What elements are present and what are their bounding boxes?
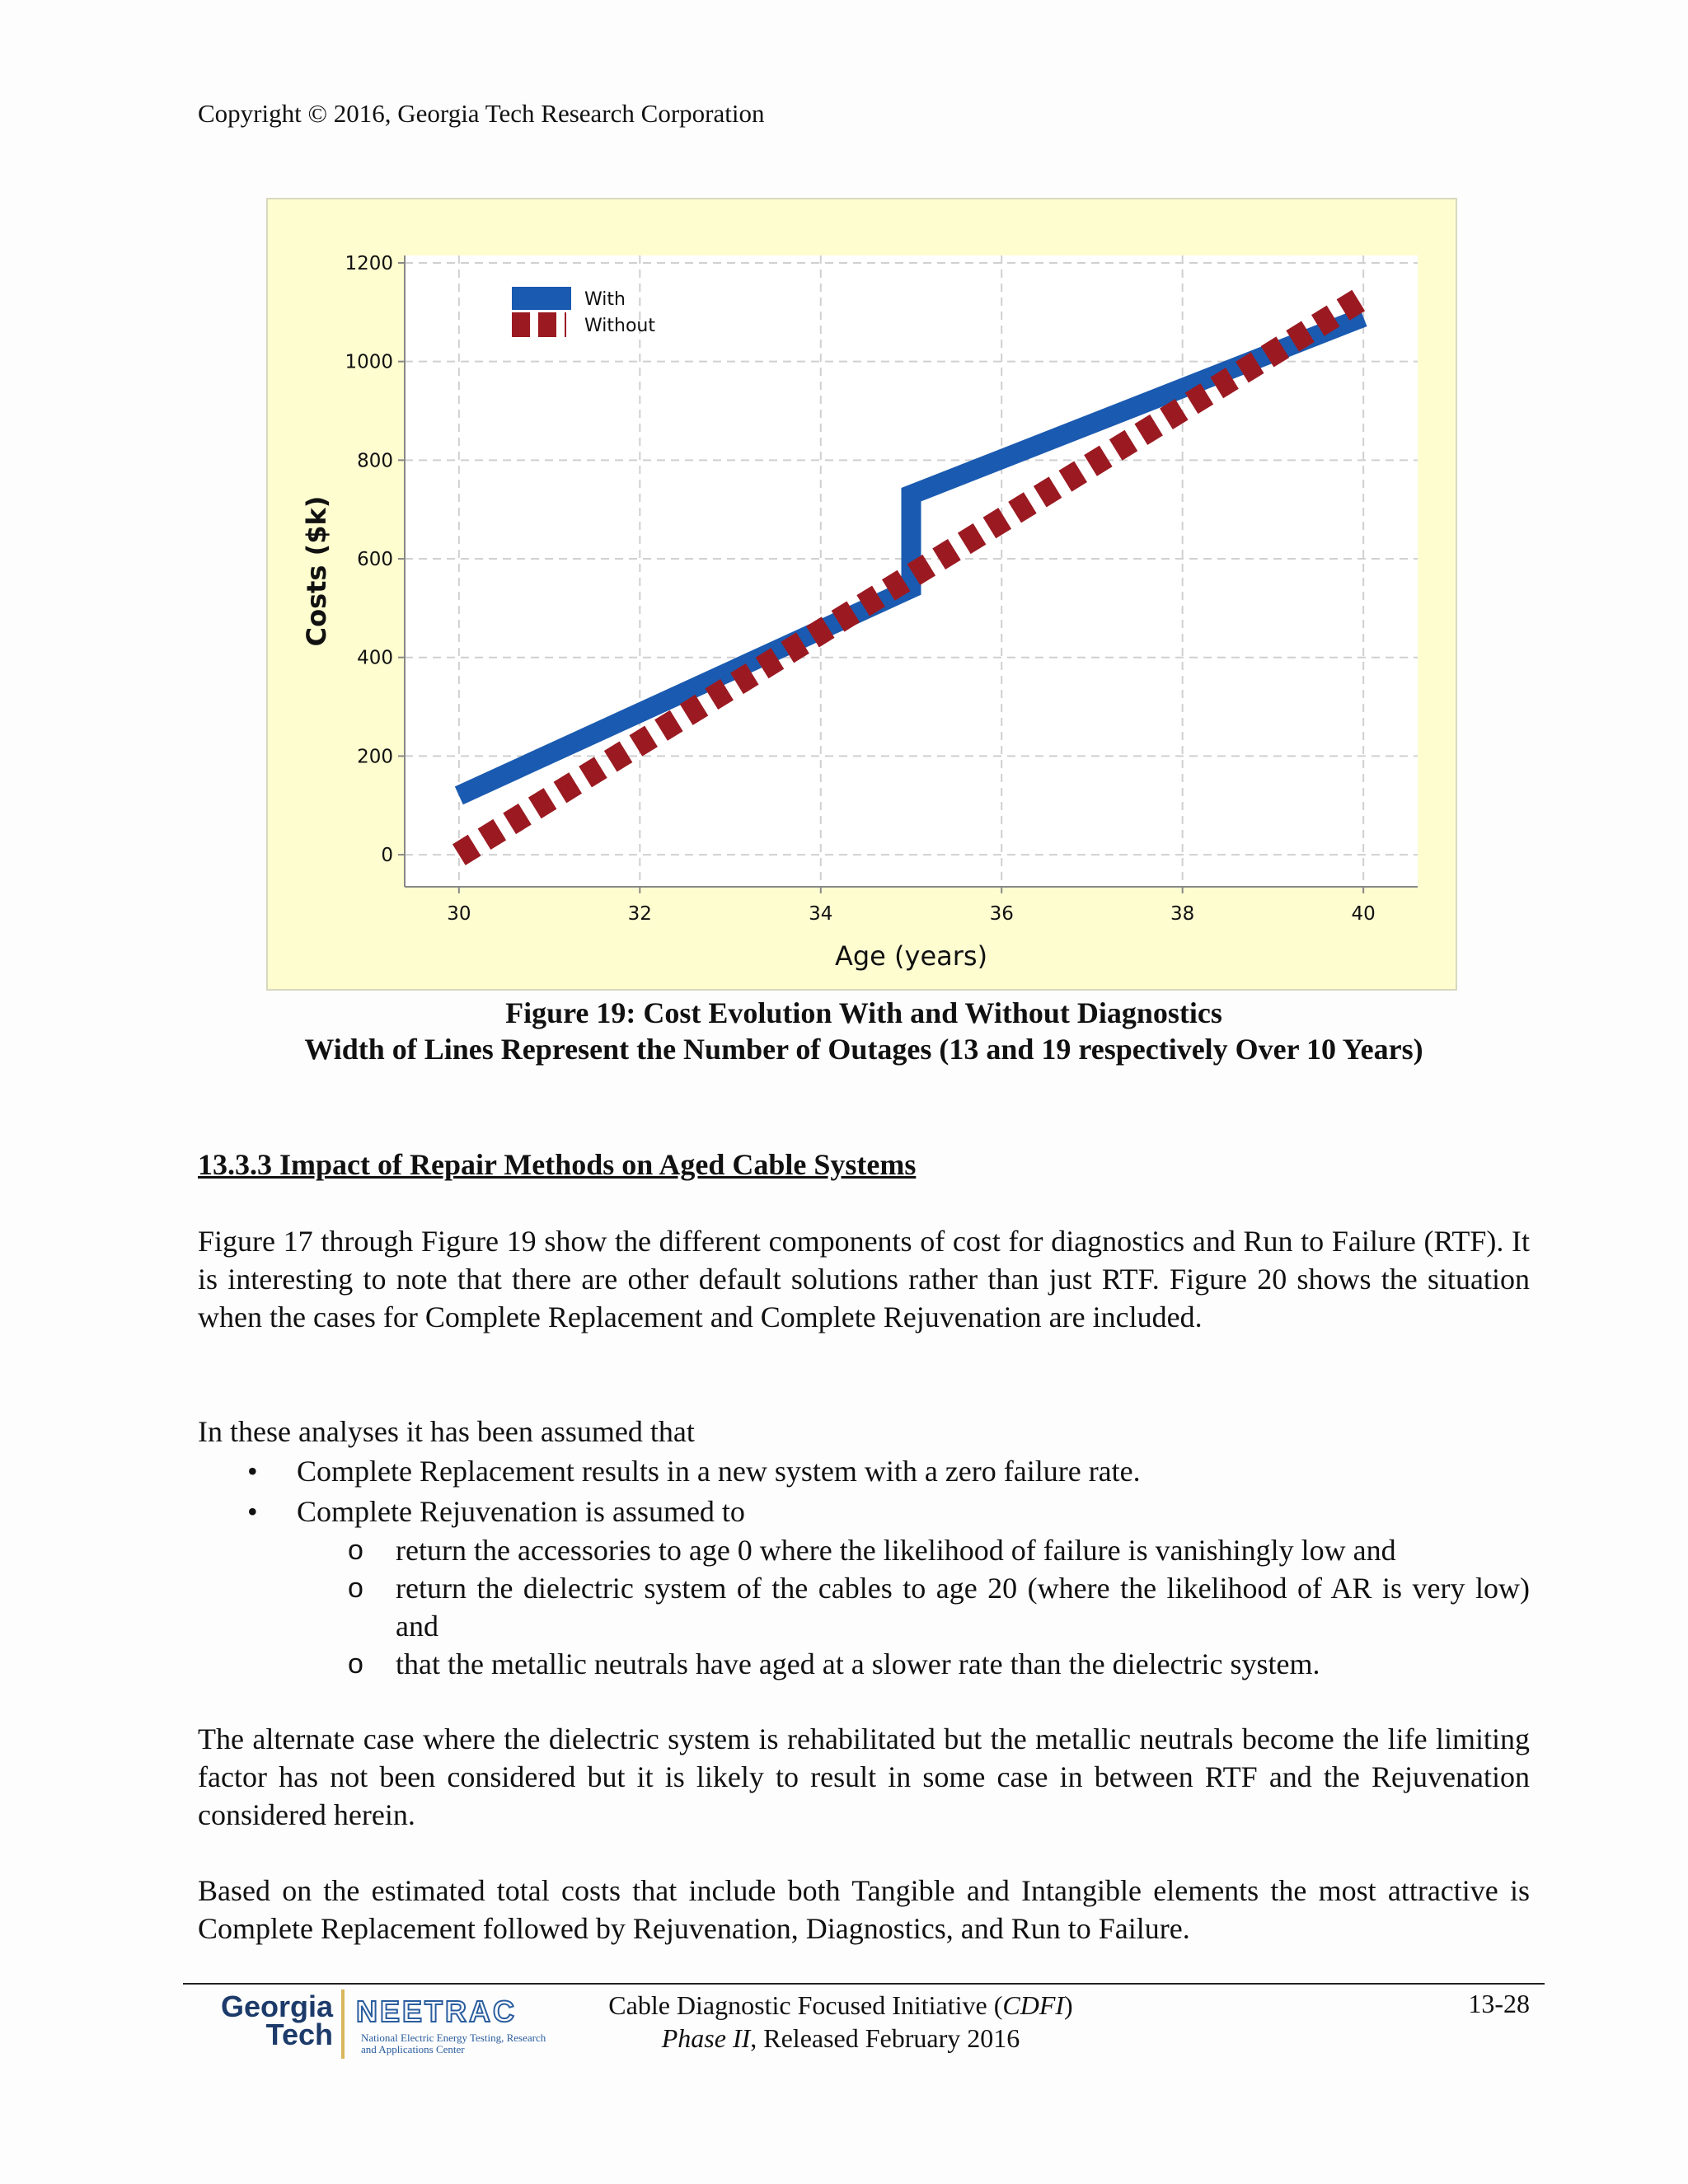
y-tick-label: 0: [381, 845, 393, 867]
logo-georgia-text: Georgia: [220, 1990, 333, 2023]
logo-divider: [341, 1990, 345, 2059]
y-tick-label: 1200: [345, 252, 393, 274]
section-heading: 13.3.3 Impact of Repair Methods on Aged Cable Systems: [198, 1148, 917, 1181]
x-tick-label: 32: [627, 903, 652, 925]
sub-bullet-item: [348, 1531, 1530, 1569]
figure-caption-title: Figure 19: Cost Evolution With and Without Diagnostics: [505, 996, 1222, 1029]
neetrac-logo: NEETRAC: [356, 1994, 518, 2028]
sub-bullet-item: [348, 1569, 1530, 1645]
page-number: 13-28: [1468, 1989, 1530, 2018]
x-tick-label: 40: [1351, 903, 1376, 925]
x-tick-label: 34: [809, 903, 833, 925]
x-tick-label: 38: [1170, 903, 1195, 925]
bullet-item: [247, 1493, 1530, 1530]
figure-19-chart: [266, 198, 1457, 991]
x-tick-label: 30: [447, 903, 471, 925]
footer-divider: [183, 1983, 1545, 1985]
sub-bullet-text: that the metallic neutrals have aged at a slower rate than the dielectric system.: [396, 1647, 1320, 1680]
footer-phase-line: [577, 2022, 1104, 2055]
bullet-marker: •: [247, 1495, 258, 1528]
y-tick-label: 800: [357, 450, 393, 472]
cost-evolution-chart: [268, 199, 1456, 989]
footer-title-abbrev: CDFI: [1002, 1990, 1065, 2020]
sub-bullet-marker: o: [348, 1535, 363, 1566]
footer-title-suffix: ): [1064, 1990, 1073, 2020]
x-axis-label: Age (years): [834, 940, 988, 972]
georgia-tech-logo: [198, 1990, 333, 2051]
paragraph-conclusion: Based on the estimated total costs that include both Tangible and Intangible elements the most attractive is Complete Replacement followed by Rejuvenation, Diagnostics, and Run to Failure.: [198, 1874, 1530, 1945]
bullet-text: Complete Replacement results in a new system with a zero failure rate.: [297, 1455, 1141, 1488]
legend-swatch-with: [512, 287, 571, 310]
x-tick-label: 36: [989, 903, 1014, 925]
footer-title-line: [577, 1989, 1104, 2022]
legend-label-with: With: [584, 289, 626, 310]
sub-bullet-marker: o: [348, 1572, 363, 1604]
legend-label-without: Without: [584, 316, 655, 336]
y-tick-label: 600: [357, 549, 393, 571]
bullet-text: Complete Rejuvenation is assumed to: [297, 1495, 745, 1528]
y-axis-label: Costs ($k): [301, 495, 332, 647]
paragraph-assumptions: In these analyses it has been assumed that: [198, 1415, 695, 1448]
sub-bullet-text: return the accessories to age 0 where the likelihood of failure is vanishingly low and: [396, 1534, 1396, 1567]
paragraph-alternate-case: The alternate case where the dielectric system is rehabilitated but the metallic neutrals become the life limiting factor has not been considered but it is likely to result in some case in between RTF and the Rejuvenation considered herein.: [198, 1722, 1530, 1831]
sub-bullet-item: [348, 1645, 1530, 1683]
y-tick-label: 1000: [345, 351, 393, 373]
y-tick-label: 200: [357, 746, 393, 768]
footer-phase: Phase II: [661, 2023, 751, 2053]
paragraph-intro: Figure 17 through Figure 19 show the different components of cost for diagnostics and Run to Failure (RTF). It is interesting to note that there are other default solutions rather than just RTF. Figure 20 shows the situation when the cases for Complete Replacement and Complete Rejuvenation are included.: [198, 1225, 1530, 1333]
figure-caption-subtitle: Width of Lines Represent the Number of Outages (13 and 19 respectively Over 10 Years): [304, 1033, 1423, 1066]
y-tick-label: 400: [357, 647, 393, 669]
neetrac-logo-subtitle: National Electric Energy Testing, Research and Applications Center: [361, 2032, 546, 2055]
footer-release: , Released February 2016: [750, 2023, 1020, 2053]
copyright-notice: Copyright © 2016, Georgia Tech Research Corporation: [198, 99, 765, 128]
sub-bullet-text: return the dielectric system of the cables to age 20 (where the likelihood of AR is very low) and: [396, 1572, 1530, 1643]
footer-document-title: [577, 1989, 1104, 2055]
bullet-marker: •: [247, 1455, 258, 1488]
bullet-item: [247, 1452, 1530, 1490]
sub-bullet-marker: o: [348, 1648, 363, 1680]
footer-title-prefix: Cable Diagnostic Focused Initiative (: [608, 1990, 1003, 2020]
logo-tech-text: Tech: [265, 2018, 333, 2051]
